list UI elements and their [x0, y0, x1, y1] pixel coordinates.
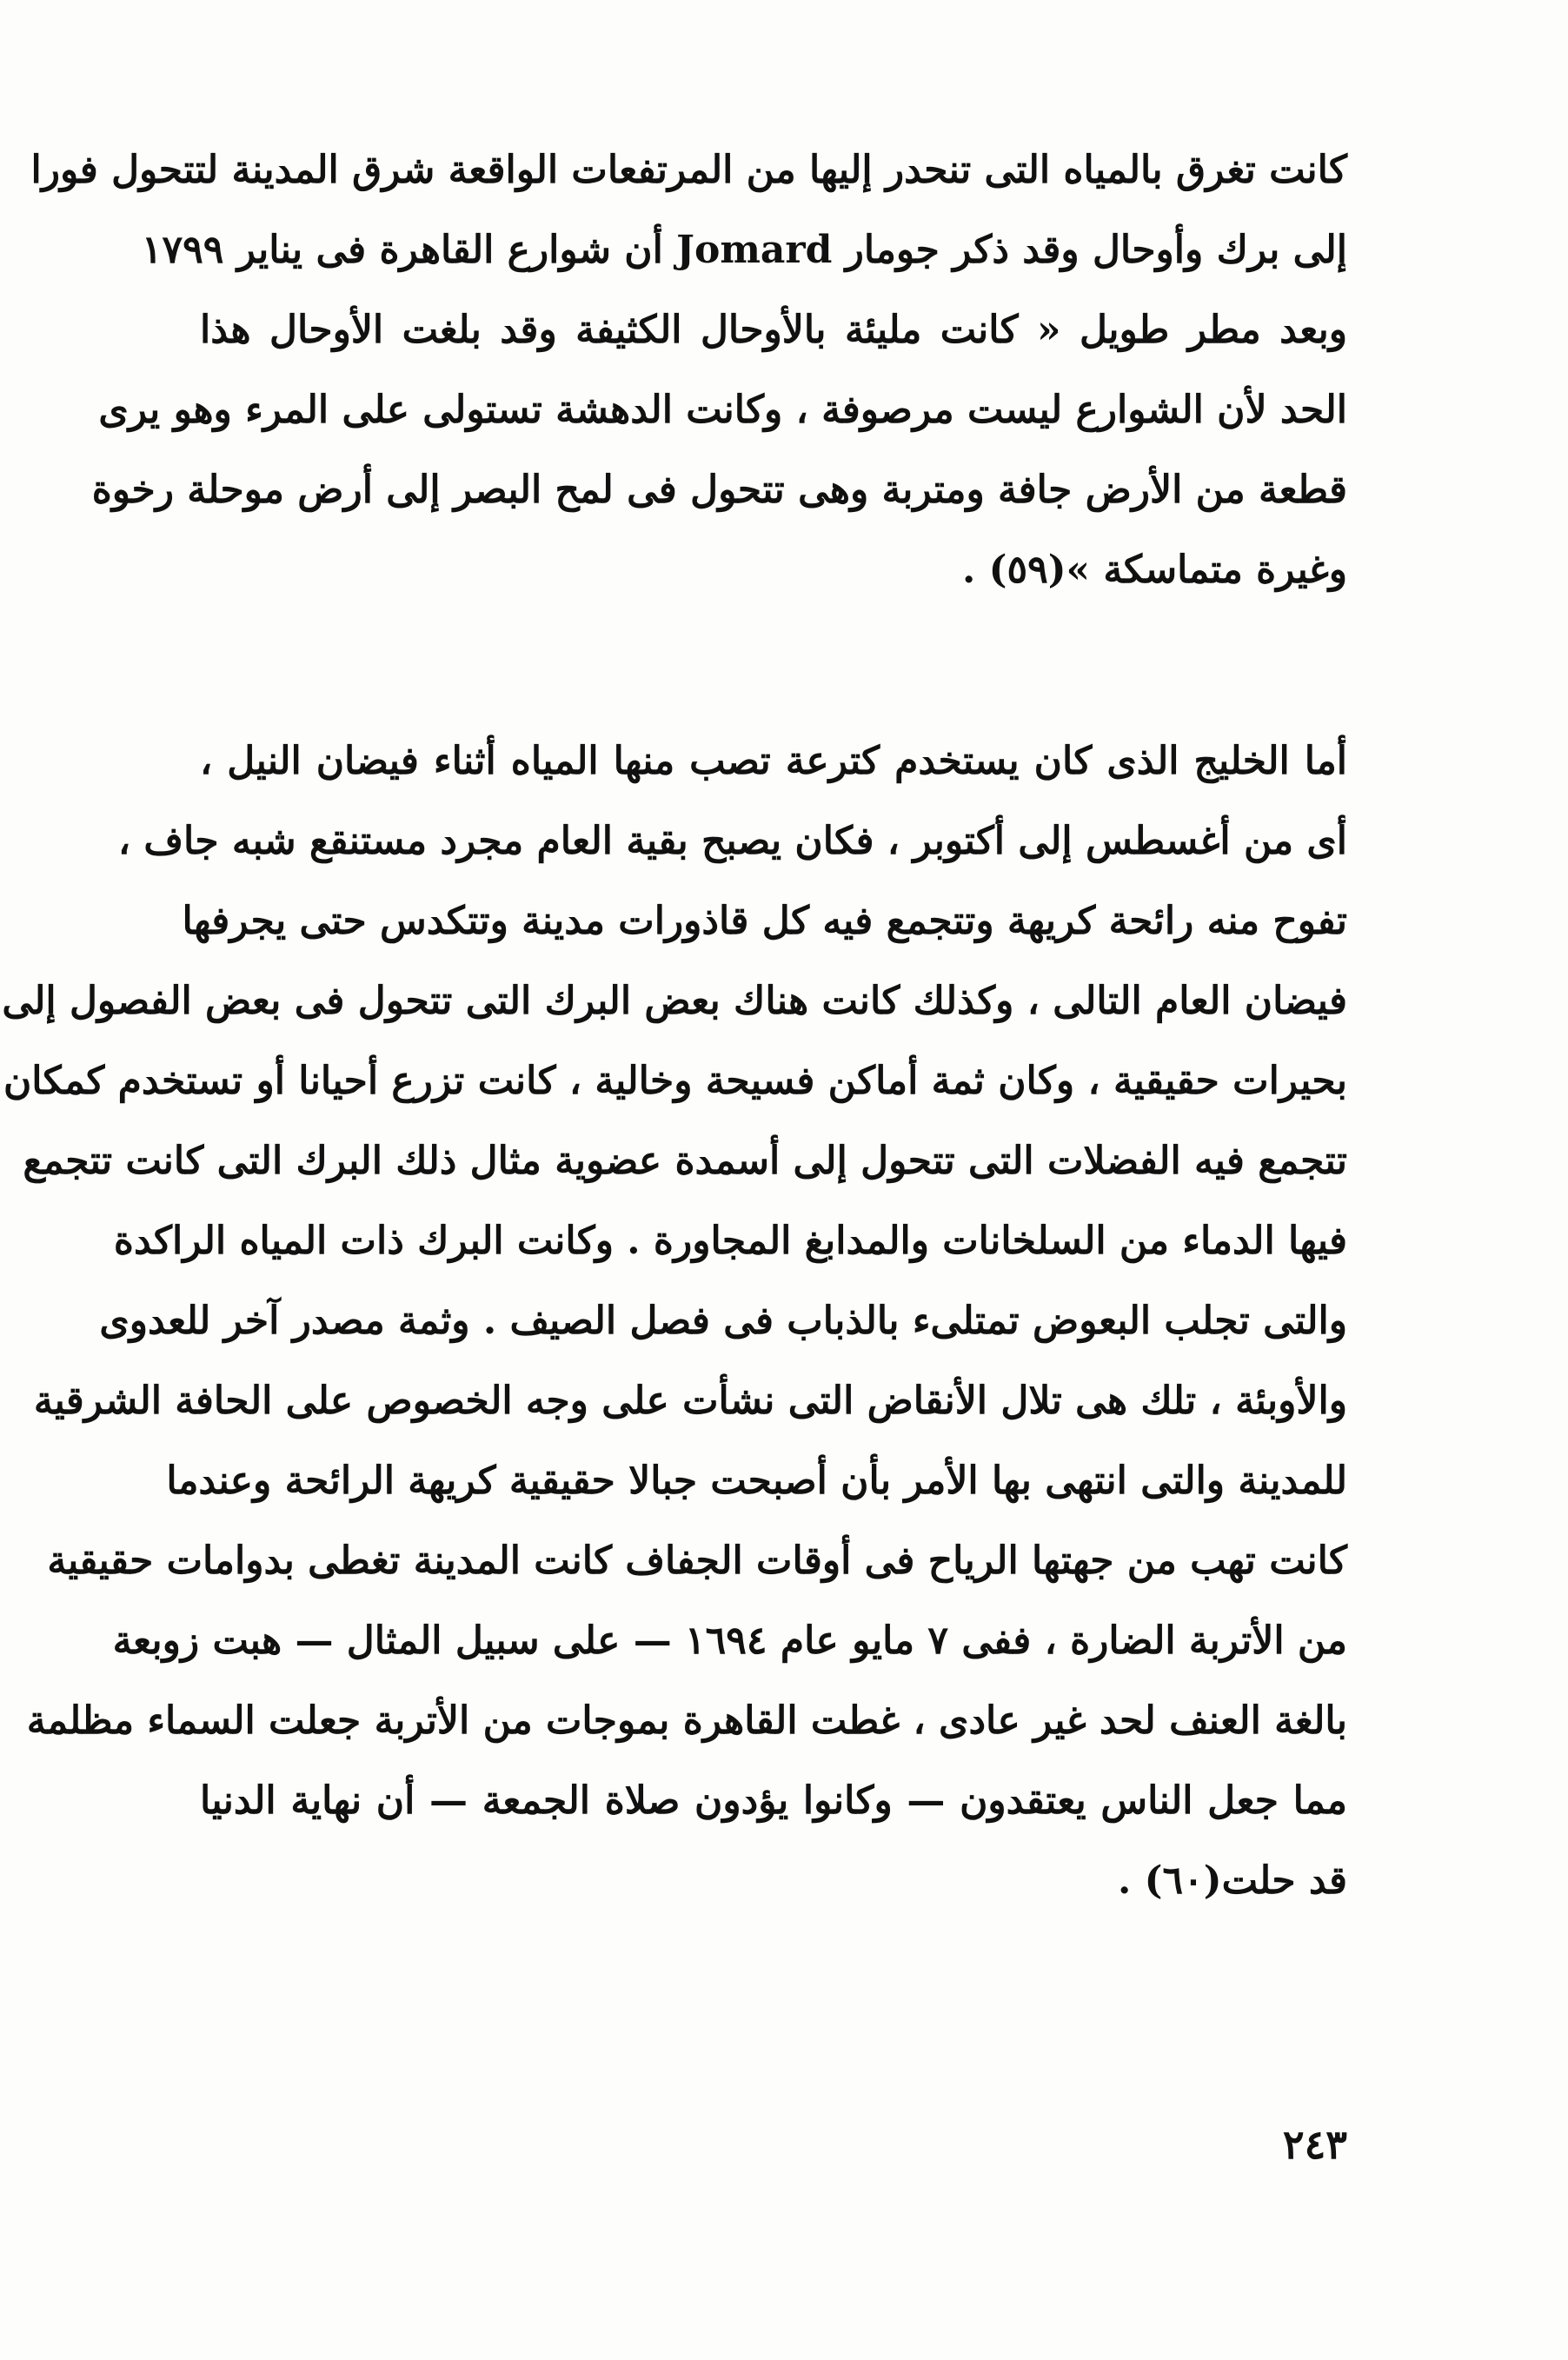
text-line: وبعد مطر طويل « كانت مليئة بالأوحال الكثيفة وقد بلغت الأوحال هذا [200, 308, 1347, 352]
paragraph-2 [2, 721, 1347, 1921]
text-line: الحد لأن الشوارع ليست مرصوفة ، وكانت الدهشة تستولى على المرء وهو يرى [98, 388, 1347, 432]
text-line: للمدينة والتى انتهى بها الأمر بأن أصبحت جبالا حقيقية كريهة الرائحة وعندما [166, 1459, 1347, 1503]
text-line: قطعة من الأرض جافة ومتربة وهى تتحول فى لمح البصر إلى أرض موحلة رخوة [91, 468, 1347, 512]
text-line: والأوبئة ، تلك هى تلال الأنقاض التى نشأت على وجه الخصوص على الحافة الشرقية [33, 1379, 1347, 1423]
text-segment: إلى برك وأوحال وقد ذكر جومار Jomard أن شوارع القاهرة فى يناير ١٧٩٩ [141, 228, 1347, 272]
text-line: كانت تهب من جهتها الرياح فى أوقات الجفاف كانت المدينة تغطى بدوامات حقيقية [47, 1539, 1347, 1583]
text-line: تتجمع فيه الفضلات التى تتحول إلى أسمدة عضوية مثال ذلك البرك التى كانت تتجمع [23, 1139, 1347, 1183]
text-line: والتى تجلب البعوض تمتلىء بالذباب فى فصل الصيف . وثمة مصدر آخر للعدوى [99, 1299, 1347, 1343]
text-line: فيضان العام التالى ، وكذلك كانت هناك بعض البرك التى تتحول فى بعض الفصول إلى [2, 979, 1347, 1023]
text-line: تفوح منه رائحة كريهة وتتجمع فيه كل قاذورات مدينة وتتكدس حتى يجرفها [182, 899, 1347, 943]
text-line: أما الخليج الذى كان يستخدم كترعة تصب منها المياه أثناء فيضان النيل ، [200, 739, 1347, 783]
text-line: كانت تغرق بالمياه التى تنحدر إليها من المرتفعات الواقعة شرق المدينة لتتحول فورا [30, 148, 1347, 192]
text-line: قد حلت(٦٠) . [1118, 1858, 1347, 1903]
text-line: مما جعل الناس يعتقدون — وكانوا يؤدون صلاة الجمعة — أن نهاية الدنيا [200, 1778, 1347, 1823]
text-line: أى من أغسطس إلى أكتوبر ، فكان يصبح بقية العام مجرد مستنقع شبه جاف ، [117, 819, 1347, 863]
text-line: فيها الدماء من السلخانات والمدابغ المجاورة . وكانت البرك ذات المياه الراكدة [113, 1219, 1347, 1263]
text-line: من الأتربة الضارة ، ففى ٧ مايو عام ١٦٩٤ — على سبيل المثال — هبت زوبعة [112, 1619, 1347, 1663]
text-line: وغيرة متماسكة »(٥٩) . [962, 548, 1347, 592]
text-line-with-latin [141, 210, 1347, 290]
text-line: بالغة العنف لحد غير عادى ، غطت القاهرة بموجات من الأتربة جعلت السماء مظلمة [26, 1699, 1347, 1743]
text-line: بحيرات حقيقية ، وكان ثمة أماكن فسيحة وخالية ، كانت تزرع أحيانا أو تستخدم كمكان [3, 1059, 1347, 1103]
page-number: ٢٤٣ [1282, 2121, 1347, 2168]
paragraph-1 [30, 130, 1347, 610]
